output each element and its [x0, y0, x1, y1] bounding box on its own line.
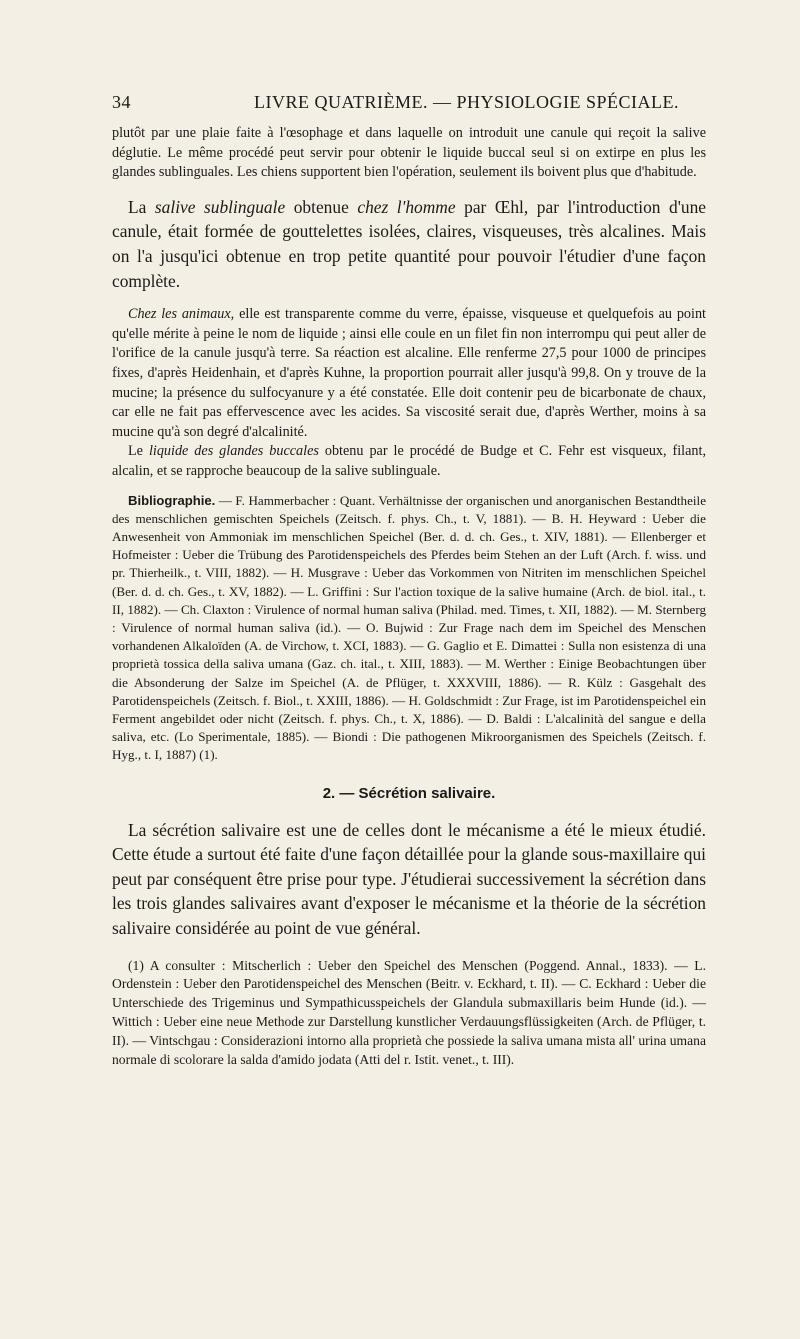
text-run: obtenu par le procédé de Budge et C. Fehr est visqueux, filant, alcalin, et se rapproche beaucoup de la salive sublinguale.: [112, 443, 707, 479]
emphasis: chez l'homme: [357, 196, 456, 217]
paragraph-sublingual-human: [112, 195, 706, 293]
footnote: (1) A consulter : Mitscherlich : Ueber den Speichel des Menschen (Poggend. Annal., 1833). — L. Ordenstein : Ueber den Parotidenspeichel des Menschen (Beitr. v. Eckhard, t. II). — C. Eckhard : Ueber die Unterschiede des Trigeminus und Sympathicusspeichels der Glandula submaxillaris beim Hunde (id.). — Wittich : Ueber eine neue Methode zur Darstellung kunstlicher Verdauungsflüssigkeiten (Arch. de Pflüger, t. II). — Vintschgau : Considerazioni intorno alla proprietà che possiede la saliva umana mista all' urina umana normale di scolorare la salda d'amido jodata (Atti del r. Istit. venet., t. III).: [112, 957, 706, 1067]
paragraph-buccal-liquid: [112, 442, 706, 481]
text-run: elle est transparente comme du verre, épaisse, visqueuse et quelquefois au point qu'elle mérite à peine le nom de liquide ; ainsi elle coule en un filet fin non interrompu qui peut aller de l'orifice de la canule jusqu'à terre. Sa réaction est alcaline. Elle renferme 27,5 pour 1000 de principes fixes, d'après Heidenhain, et d'après Kuhne, la proportion pourrait aller jusqu'à 99,8. On y trouve de la mucine; la présence du sulfocyanure y a été constatée. Elle doit contenir peu de bicarbonate de chaux, car elle ne fait pas effervescence avec les acides. Sa viscosité serait due, d'après Werther, moins à sa mucine qu'à son degré d'alcalinité.: [112, 306, 706, 440]
text-run: La: [128, 196, 155, 217]
emphasis: salive sublinguale: [154, 196, 286, 217]
section-heading: 2. — Sécrétion salivaire.: [322, 784, 496, 802]
page-body: [112, 124, 706, 1069]
emphasis: liquide des glandes buccales: [148, 443, 319, 460]
paragraph-animals: [112, 305, 706, 442]
paragraph-esophagus: plutôt par une plaie faite à l'œsophage et dans laquelle on introduit une canule qui reçoit la salive déglutie. Le même procédé peut servir pour obtenir le liquide buccal seul si on extirpe en plus les glandes sublinguales. Les chiens supportent bien l'opération, seulement ils boivent plus que d'habitude.: [112, 125, 706, 181]
running-title: LIVRE QUATRIÈME. — PHYSIOLOGIE SPÉCIALE.: [254, 92, 679, 112]
bibliography: [112, 492, 706, 765]
text-run: par Œhl, par l'introduction d'une canule, était formée de gouttelettes isolées, claires, visqueuses, très alcalines. Mais on l'a jusqu'ici obtenue en trop petite quantité pour pouvoir l'étudier d'une façon complète.: [112, 196, 706, 291]
bibliography-label: Bibliographie.: [128, 492, 216, 508]
text-run: obtenue: [285, 196, 358, 217]
text-run: Le: [128, 443, 149, 460]
running-header: [112, 92, 706, 116]
emphasis: Chez les animaux,: [128, 306, 235, 323]
paragraph-secretion: La sécrétion salivaire est une de celles dont le mécanisme a été le mieux étudié. Cette étude a surtout été faite d'une façon détaillée pour la glande sous-maxillaire qui peut par conséquent être prise pour type. J'étudierai successivement la sécrétion dans les trois glandes salivaires avant d'exposer le mécanisme et la théorie de la sécrétion salivaire considérée au point de vue général.: [112, 819, 706, 938]
page-number: 34: [112, 92, 131, 112]
bibliography-text: — F. Hammerbacher : Quant. Verhältnisse der organischen und anorganischen Bestandtheile des menschlichen gemischten Speichels (Zeitsch. f. phys. Ch., t. V, 1881). — B. H. Heyward : Ueber die Anwesenheit von Ammoniak im menschlichen Speichel (Ber. d. d. ch. Ges., t. XIV, 1881). — Ellenberger et Hofmeister : Ueber die Trübung des Parotidenspeichels des Pferdes beim Stehen an der Luft (Arch. f. wiss. und pr. Thierheilk., t. VIII, 1882). — H. Musgrave : Ueber das Vorkommen von Nitriten im menschlichen Speichel (Ber. d. d. ch. Ges., t. XV, 1882). — L. Griffini : Sur l'action toxique de la salive humaine (Arch. de biol. ital., t. II, 1882). — Ch. Claxton : Virulence of normal human saliva (Philad. med. Times, t. XII, 1882). — M. Sternberg : Virulence of normal human saliva (id.). — O. Bujwid : Zur Frage nach dem im Speichel des Menschen vorhandenen Alkaloïden (A. de Virchow, t. XCI, 1883). — G. Gaglio et E. Dimattei : Sulla non esistenza di una proprietà tossica della saliva umana (Gaz. ch. ital., t. XIII, 1883). — M. Werther : Einige Beobachtungen über die Absonderung der Salze im Speichel (A. de Pflüger, t. XXXVIII, 1886). — R. Külz : Gasgehalt des Parotidenspeichels (Zeitsch. f. Biol., t. XXIII, 1886). — H. Goldschmidt : Zur Frage, ist im Parotidenspeichel ein Ferment angebildet oder nicht (Zeitsch. f. phys. Ch., t. X, 1886). — D. Baldi : L'alcalinità del sangue e della saliva, etc. (Lo Sperimentale, 1885). — Biondi : Die pathogenen Mikroorganismen des Speichels (Zeitsch. f. Hyg., t. I, 1887) (1).: [112, 492, 706, 763]
